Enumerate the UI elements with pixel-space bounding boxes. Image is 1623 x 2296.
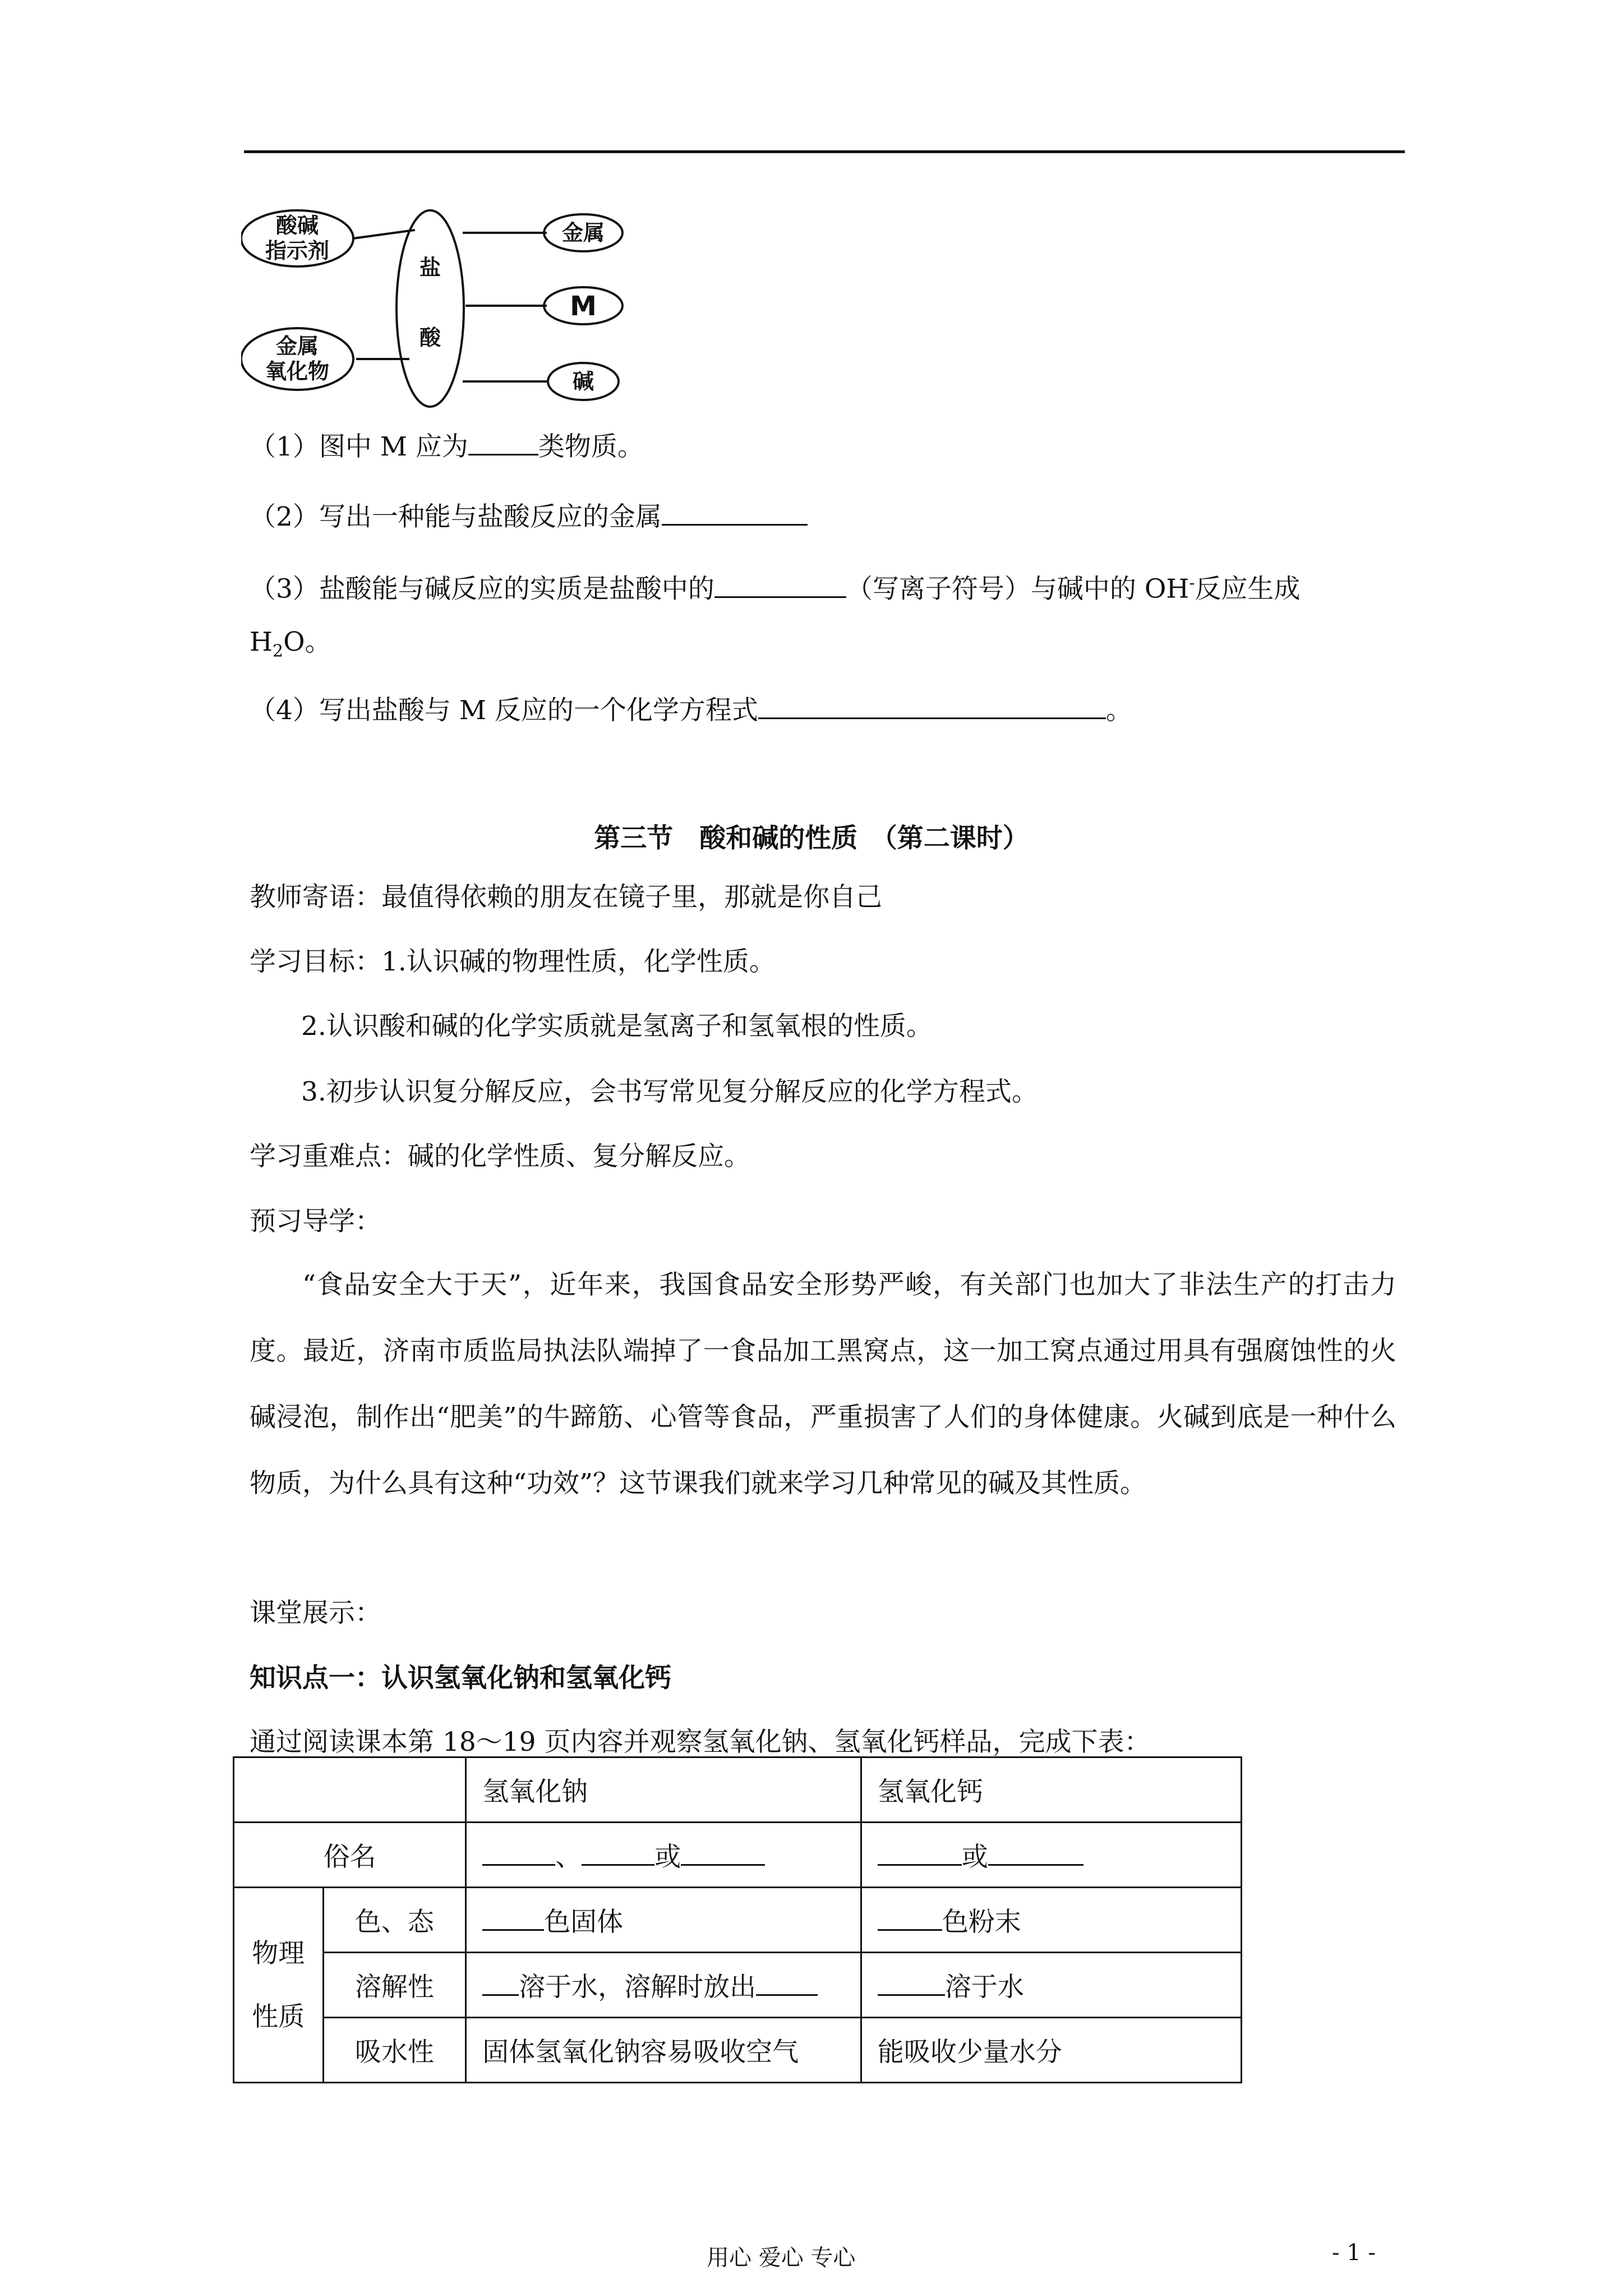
- oxide-line2: 氧化物: [265, 359, 330, 384]
- intro-paragraph: “食品安全大于天”，近年来，我国食品安全形势严峻，有关部门也加大了非法生产的打击力度。最近，济南市质监局执法队端掉了一食品加工黑窝点，这一加工窝点通过用具有强腐蚀性的火碱浸泡，制作出“肥美”的牛蹄筋、心管等食品，严重损害了人们的身体健康。火碱到底是一种什么物质，为什么具有这种“功效”？这节课我们就来学习几种常见的碱及其性质。: [250, 1269, 1396, 1499]
- blank-caoh-sol[interactable]: [878, 1970, 945, 1996]
- blank-naoh-name-3[interactable]: [681, 1839, 765, 1866]
- question-3-cont: $H_2O$。: [250, 627, 331, 661]
- header-naoh: 氢氧化钠: [466, 1757, 861, 1823]
- header-caoh: 氢氧化钙: [861, 1757, 1241, 1823]
- blank-caoh-color[interactable]: [878, 1904, 942, 1931]
- naoh-absorb: 固体氢氧化钠容易吸收空气: [466, 2018, 861, 2083]
- answer-blank-4[interactable]: [758, 693, 1106, 719]
- properties-table: [233, 1756, 1242, 2083]
- row-label-common-name: 俗名: [234, 1823, 466, 1888]
- blank-naoh-name-2[interactable]: [582, 1839, 654, 1866]
- row-label-color: 色、态: [323, 1888, 466, 1953]
- blank-naoh-name-1[interactable]: [482, 1839, 555, 1866]
- indicator-line1: 酸碱: [275, 213, 319, 238]
- classroom-label: 课堂展示：: [250, 1598, 381, 1628]
- key-points: 学习重难点：碱的化学性质、复分解反应。: [250, 1141, 750, 1172]
- right-m: M: [570, 291, 597, 322]
- footer-motto: 用心 爱心 专心: [707, 2245, 856, 2271]
- row-label-absorb: 吸水性: [323, 2018, 466, 2083]
- blank-naoh-sol-2[interactable]: [756, 1970, 818, 1996]
- goal-2: 2.认识酸和碱的化学实质就是氢离子和氢氧根的性质。: [301, 1011, 933, 1042]
- table-corner: [234, 1757, 466, 1823]
- table-header-row: [234, 1757, 1242, 1823]
- question-4: （4）写出盐酸与 M 反应的一个化学方程式 。: [250, 693, 1132, 728]
- center-char1: 盐: [419, 255, 441, 280]
- right-base: 碱: [572, 369, 594, 394]
- center-char2: 酸: [419, 325, 441, 350]
- table-row: [234, 1888, 1242, 1953]
- table-row: [234, 1823, 1242, 1888]
- naoh-common-name: 、 或: [466, 1823, 861, 1888]
- table-row: [234, 1953, 1242, 2018]
- knowledge-point-1: 知识点一：认识氢氧化钠和氢氧化钙: [250, 1663, 671, 1694]
- header-rule: [244, 150, 1405, 153]
- table-row: [234, 2018, 1242, 2083]
- page-number: - 1 -: [1332, 2240, 1376, 2266]
- answer-blank-1[interactable]: [468, 429, 538, 455]
- question-1: （1）图中 M 应为 类物质。: [250, 429, 644, 464]
- naoh-solubility: 溶于水，溶解时放出: [466, 1953, 861, 2018]
- blank-naoh-sol-1[interactable]: [482, 1970, 519, 1996]
- caoh-solubility: 溶于水: [861, 1953, 1241, 2018]
- caoh-common-name: 或: [861, 1823, 1241, 1888]
- hydrochloric-acid-diagram: [241, 191, 645, 415]
- indicator-line2: 指示剂: [265, 238, 330, 263]
- preview-label: 预习导学：: [250, 1206, 381, 1237]
- right-metal: 金属: [561, 220, 605, 245]
- instruction: 通过阅读课本第 18～19 页内容并观察氢氧化钠、氢氧化钙样品，完成下表：: [250, 1727, 1151, 1757]
- teacher-words: 教师寄语：最值得依赖的朋友在镜子里，那就是你自己: [250, 882, 882, 913]
- oxide-line1: 金属: [275, 334, 319, 358]
- section-title: 第三节 酸和碱的性质 （第二课时）: [594, 823, 1029, 854]
- naoh-color: 色固体: [466, 1888, 861, 1953]
- question-3: （3）盐酸能与碱反应的实质是盐酸中的 （写离子符号）与碱中的 OH-反应生成: [250, 567, 1301, 606]
- row-label-solubility: 溶解性: [323, 1953, 466, 2018]
- blank-caoh-name-1[interactable]: [878, 1839, 962, 1866]
- question-2: （2）写出一种能与盐酸反应的金属: [250, 499, 808, 534]
- blank-caoh-name-2[interactable]: [988, 1839, 1083, 1866]
- answer-blank-3[interactable]: [714, 572, 846, 598]
- caoh-absorb: 能吸收少量水分: [861, 2018, 1241, 2083]
- answer-blank-2[interactable]: [662, 499, 808, 526]
- goal-1: 学习目标：1.认识碱的物理性质，化学性质。: [250, 946, 776, 977]
- goal-3: 3.初步认识复分解反应，会书写常见复分解反应的化学方程式。: [301, 1076, 1038, 1107]
- caoh-color: 色粉末: [861, 1888, 1241, 1953]
- node-hydrochloric-acid: [396, 210, 464, 407]
- connector-indicator: [353, 230, 415, 238]
- blank-naoh-color[interactable]: [482, 1904, 544, 1931]
- row-group-physical: 物理 性质: [234, 1888, 324, 2083]
